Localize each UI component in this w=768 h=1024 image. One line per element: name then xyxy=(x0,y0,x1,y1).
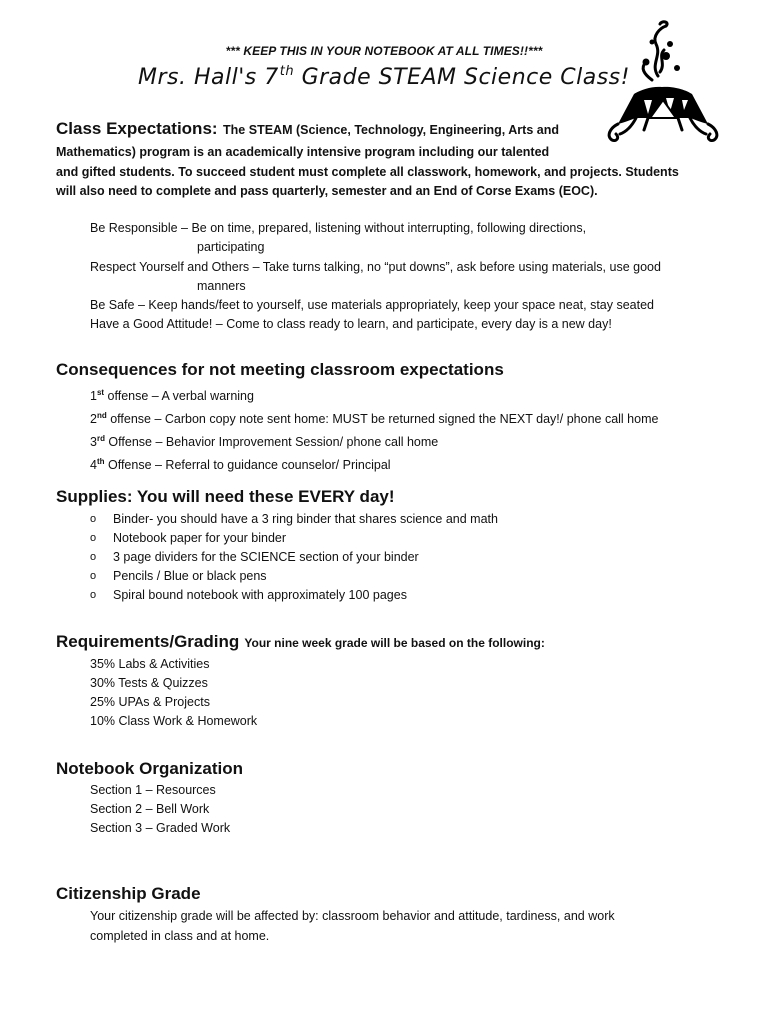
consequences-section xyxy=(56,359,736,475)
consequence-item: 1st offense – A verbal warning xyxy=(90,388,254,403)
title-suffix: Grade STEAM Science Class! xyxy=(294,65,630,90)
grading-item: 35% Labs & Activities xyxy=(90,657,210,671)
notebook-heading: Notebook Organization xyxy=(56,759,243,778)
bullet-icon: o xyxy=(90,551,97,563)
expectations-intro-line-2: Mathematics) program is an academically intensive program including our talented xyxy=(56,145,550,159)
list-item: o 3 page dividers for the SCIENCE section of your binder xyxy=(56,548,736,567)
expectations-intro-line-3: and gifted students. To succeed student must complete all classwork, homework, and projects. Students xyxy=(56,164,679,179)
consequence-item: 4th Offense – Referral to guidance counselor/ Principal xyxy=(90,457,391,473)
rule-item: Be Safe – Keep hands/feet to yourself, use materials appropriately, keep your space neat, stay seated xyxy=(90,298,654,313)
rule-item: Respect Yourself and Others – Take turns talking, no “put downs”, ask before using materials, use good xyxy=(90,259,661,274)
grading-list xyxy=(56,655,736,731)
grading-note: Your nine week grade will be based on the following: xyxy=(241,636,545,650)
volcano-smoke xyxy=(643,22,667,80)
notebook-item: Section 2 – Bell Work xyxy=(90,802,210,817)
citizenship-line-1: Your citizenship grade will be affected by: classroom behavior and attitude, tardiness, and work xyxy=(90,909,615,923)
rule-item: Have a Good Attitude! – Come to class ready to learn, and participate, every day is a new day! xyxy=(90,317,612,332)
grading-heading: Requirements/Grading xyxy=(56,632,240,651)
supplies-section xyxy=(56,486,736,605)
rule-item: Be Responsible – Be on time, prepared, listening without interrupting, following directions, xyxy=(90,221,587,235)
grading-item: 10% Class Work & Homework xyxy=(90,714,258,729)
title-prefix: Mrs. Hall's 7 xyxy=(138,65,279,90)
title-ordinal-suffix: th xyxy=(279,64,295,79)
expectations-intro xyxy=(56,119,604,141)
consequence-item: 2nd offense – Carbon copy note sent home: MUST be returned signed the NEXT day!/ phone call home xyxy=(90,411,659,427)
citizenship-section xyxy=(56,883,736,946)
citizenship-heading: Citizenship Grade xyxy=(56,884,201,903)
bullet-icon: o xyxy=(90,513,97,525)
list-item: o Notebook paper for your binder xyxy=(56,529,736,548)
consequence-item: 3rd Offense – Behavior Improvement Session/ phone call home xyxy=(90,434,439,450)
grading-item: 25% UPAs & Projects xyxy=(90,695,210,710)
supplies-list xyxy=(56,510,736,605)
notebook-section xyxy=(56,758,736,838)
expectations-intro-line-4: will also need to complete and pass quarterly, semester and an End of Corse Exams (EOC). xyxy=(56,184,598,198)
citizenship-text xyxy=(56,906,736,946)
bullet-icon: o xyxy=(90,589,97,601)
list-item: o Pencils / Blue or black pens xyxy=(56,567,736,586)
expectations-heading: Class Expectations: xyxy=(56,119,218,138)
notebook-item: Section 3 – Graded Work xyxy=(90,821,231,836)
grading-item: 30% Tests & Quizzes xyxy=(90,676,208,691)
grading-section xyxy=(56,631,736,731)
expectation-rules xyxy=(90,219,730,335)
volcano-clipart xyxy=(600,16,726,148)
citizenship-line-2: completed in class and at home. xyxy=(90,929,270,943)
expectations-intro-rest xyxy=(56,143,736,202)
bullet-icon: o xyxy=(90,570,97,582)
keep-notice: *** KEEP THIS IN YOUR NOTEBOOK AT ALL TIMES!!*** xyxy=(225,44,543,58)
list-item: o Binder- you should have a 3 ring binder that shares science and math xyxy=(56,510,736,529)
list-item: o Spiral bound notebook with approximately 100 pages xyxy=(56,586,736,605)
rule-item-continued: participating xyxy=(197,240,265,255)
expectations-intro-line-1: The STEAM (Science, Technology, Engineering, Arts and xyxy=(219,123,559,137)
consequences-heading: Consequences for not meeting classroom expectations xyxy=(56,360,504,379)
consequence-list xyxy=(56,383,736,475)
notebook-item: Section 1 – Resources xyxy=(90,783,216,797)
supplies-heading: Supplies: You will need these EVERY day! xyxy=(56,487,395,506)
grading-heading-line xyxy=(56,631,736,654)
bullet-icon: o xyxy=(90,532,97,544)
rule-item-continued: manners xyxy=(197,278,246,293)
notebook-list xyxy=(56,781,736,838)
